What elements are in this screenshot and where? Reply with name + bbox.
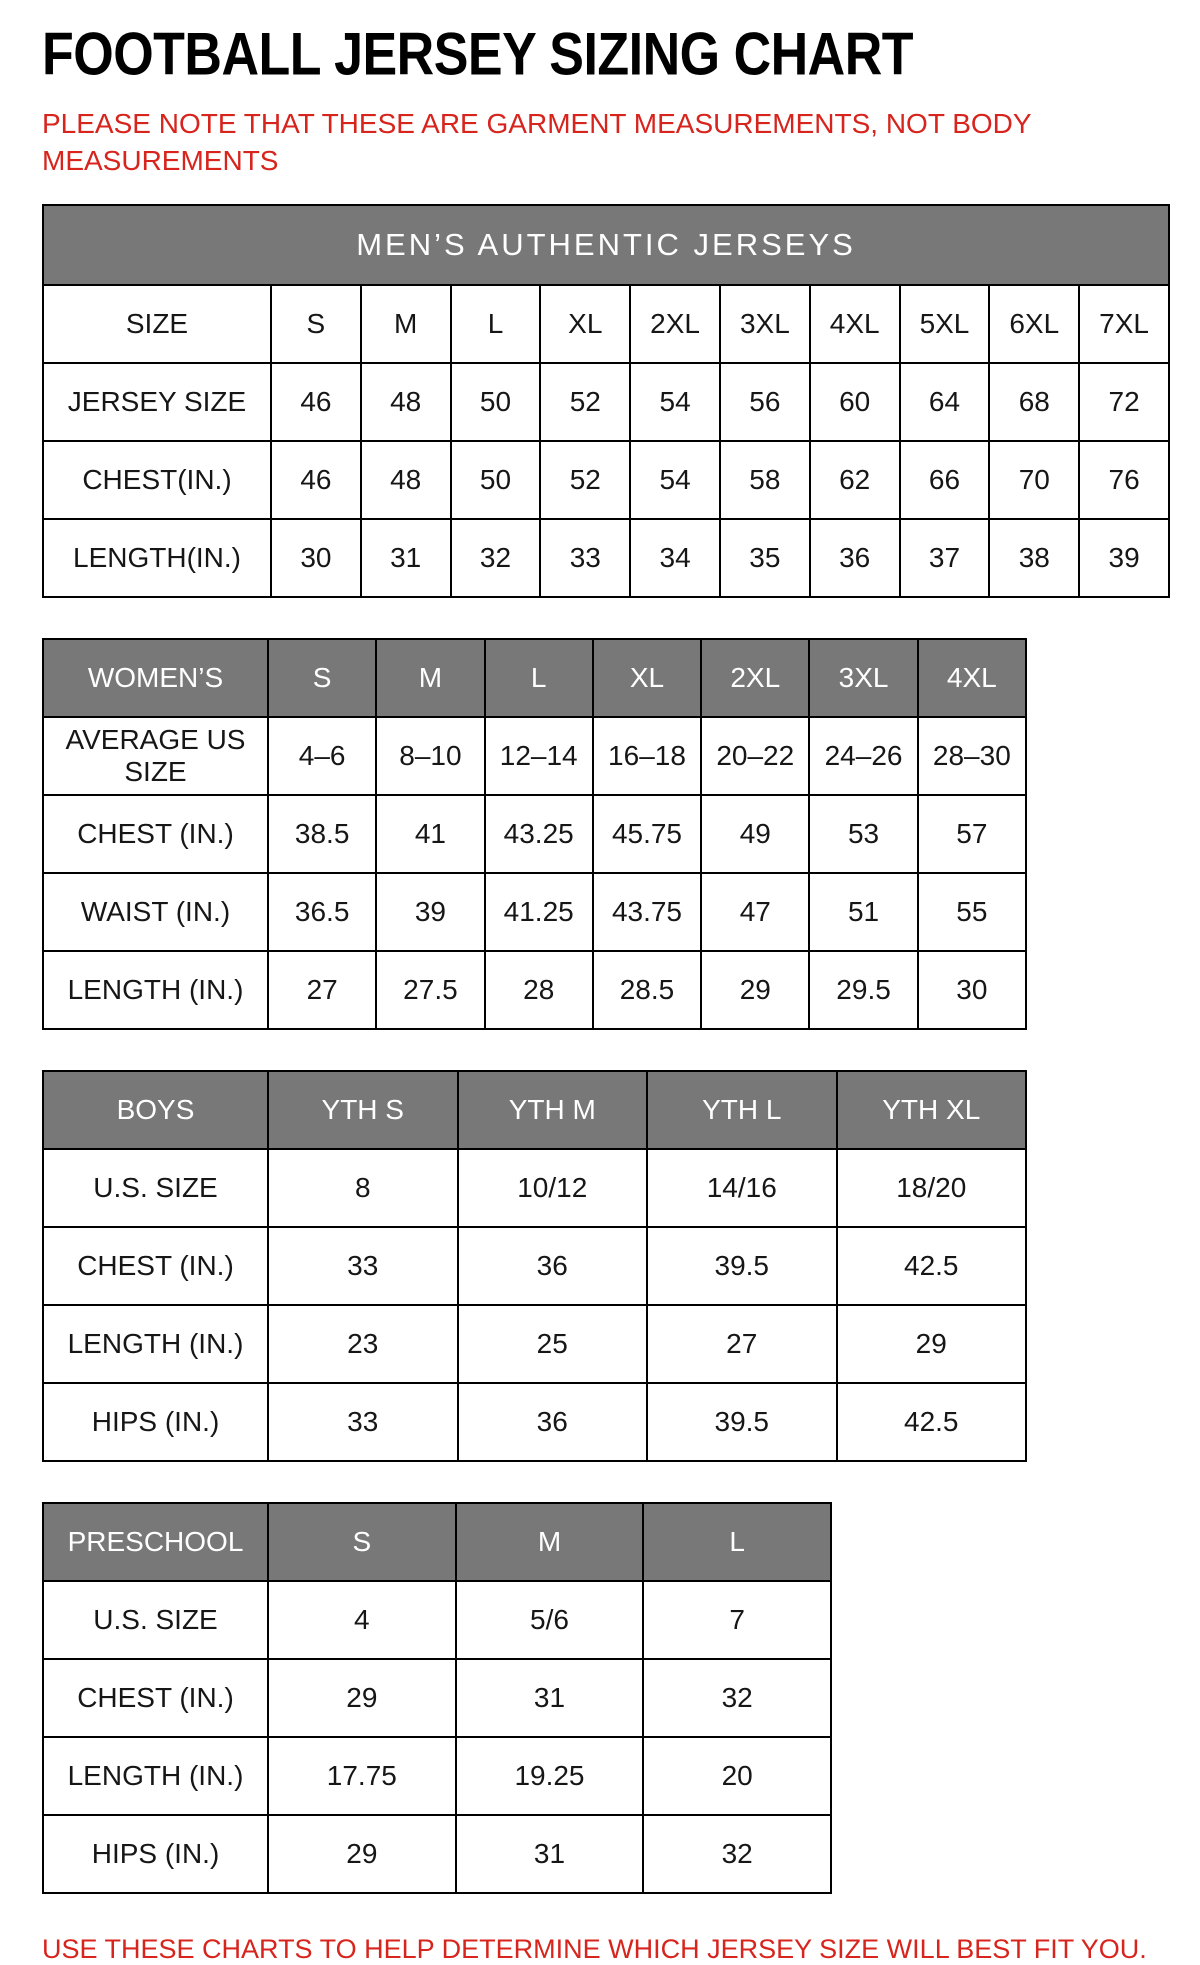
womens-value-cell: 41 (376, 795, 484, 873)
boys-header-cell: YTH M (458, 1071, 648, 1149)
preschool-header-cell: M (456, 1503, 644, 1581)
womens-value-cell: 51 (809, 873, 917, 951)
page-title: FOOTBALL JERSEY SIZING CHART (42, 21, 914, 89)
womens-value-cell: 4–6 (268, 717, 376, 795)
mens-value-cell: L (451, 285, 541, 363)
boys-value-cell: 8 (268, 1149, 458, 1227)
mens-value-cell: 31 (361, 519, 451, 597)
mens-value-cell: 5XL (900, 285, 990, 363)
preschool-row-label: LENGTH (IN.) (43, 1737, 268, 1815)
mens-value-cell: 54 (630, 363, 720, 441)
womens-header-cell: L (485, 639, 593, 717)
mens-value-cell: 30 (271, 519, 361, 597)
preschool-value-cell: 29 (268, 1659, 456, 1737)
preschool-value-cell: 20 (643, 1737, 831, 1815)
womens-table-row (43, 951, 1026, 1029)
womens-value-cell: 41.25 (485, 873, 593, 951)
womens-value-cell: 16–18 (593, 717, 701, 795)
mens-value-cell: 58 (720, 441, 810, 519)
mens-value-cell: 52 (540, 363, 630, 441)
boys-table-row (43, 1149, 1026, 1227)
mens-value-cell: 50 (451, 363, 541, 441)
boys-value-cell: 29 (837, 1305, 1027, 1383)
womens-value-cell: 27.5 (376, 951, 484, 1029)
boys-value-cell: 25 (458, 1305, 648, 1383)
womens-value-cell: 28.5 (593, 951, 701, 1029)
boys-sizing-table-section (42, 1070, 1170, 1462)
preschool-header-cell: L (643, 1503, 831, 1581)
preschool-table (42, 1502, 832, 1894)
womens-table-row (43, 795, 1026, 873)
preschool-value-cell: 7 (643, 1581, 831, 1659)
mens-value-cell: 56 (720, 363, 810, 441)
preschool-value-cell: 32 (643, 1659, 831, 1737)
preschool-value-cell: 31 (456, 1815, 644, 1893)
preschool-table-row (43, 1815, 831, 1893)
boys-value-cell: 14/16 (647, 1149, 837, 1227)
boys-value-cell: 42.5 (837, 1227, 1027, 1305)
preschool-value-cell: 17.75 (268, 1737, 456, 1815)
mens-value-cell: 7XL (1079, 285, 1169, 363)
boys-value-cell: 27 (647, 1305, 837, 1383)
womens-value-cell: 30 (918, 951, 1026, 1029)
mens-table (42, 204, 1170, 598)
womens-row-label: AVERAGE US SIZE (43, 717, 268, 795)
mens-value-cell: 54 (630, 441, 720, 519)
mens-value-cell: 64 (900, 363, 990, 441)
womens-value-cell: 49 (701, 795, 809, 873)
mens-value-cell: 68 (989, 363, 1079, 441)
preschool-header-cell: PRESCHOOL (43, 1503, 268, 1581)
preschool-table-row (43, 1737, 831, 1815)
mens-value-cell: 36 (810, 519, 900, 597)
preschool-header-cell: S (268, 1503, 456, 1581)
mens-value-cell: 39 (1079, 519, 1169, 597)
mens-value-cell: 66 (900, 441, 990, 519)
womens-value-cell: 53 (809, 795, 917, 873)
mens-value-cell: 50 (451, 441, 541, 519)
mens-row-label: JERSEY SIZE (43, 363, 271, 441)
boys-row-label: CHEST (IN.) (43, 1227, 268, 1305)
mens-value-cell: 4XL (810, 285, 900, 363)
boys-value-cell: 23 (268, 1305, 458, 1383)
preschool-row-label: U.S. SIZE (43, 1581, 268, 1659)
womens-value-cell: 29 (701, 951, 809, 1029)
boys-table (42, 1070, 1027, 1462)
boys-header-cell: BOYS (43, 1071, 268, 1149)
womens-value-cell: 12–14 (485, 717, 593, 795)
mens-value-cell: 6XL (989, 285, 1079, 363)
boys-row-label: HIPS (IN.) (43, 1383, 268, 1461)
boys-header-cell: YTH L (647, 1071, 837, 1149)
womens-header-cell: M (376, 639, 484, 717)
womens-header-cell: S (268, 639, 376, 717)
womens-header-cell: WOMEN’S (43, 639, 268, 717)
mens-table-row (43, 519, 1169, 597)
preschool-value-cell: 19.25 (456, 1737, 644, 1815)
preschool-table-row (43, 1503, 831, 1581)
mens-authentic-jerseys-table-section (42, 204, 1170, 598)
mens-value-cell: 3XL (720, 285, 810, 363)
womens-value-cell: 39 (376, 873, 484, 951)
preschool-row-label: HIPS (IN.) (43, 1815, 268, 1893)
mens-value-cell: 52 (540, 441, 630, 519)
mens-value-cell: S (271, 285, 361, 363)
mens-value-cell: M (361, 285, 451, 363)
mens-table-row (43, 441, 1169, 519)
womens-value-cell: 28–30 (918, 717, 1026, 795)
mens-row-label: LENGTH(IN.) (43, 519, 271, 597)
boys-value-cell: 33 (268, 1227, 458, 1305)
womens-value-cell: 29.5 (809, 951, 917, 1029)
boys-value-cell: 18/20 (837, 1149, 1027, 1227)
boys-value-cell: 39.5 (647, 1383, 837, 1461)
mens-table-row (43, 363, 1169, 441)
womens-value-cell: 24–26 (809, 717, 917, 795)
womens-row-label: CHEST (IN.) (43, 795, 268, 873)
mens-value-cell: 32 (451, 519, 541, 597)
boys-table-row (43, 1227, 1026, 1305)
boys-value-cell: 36 (458, 1383, 648, 1461)
mens-value-cell: 35 (720, 519, 810, 597)
womens-header-cell: XL (593, 639, 701, 717)
womens-table-row (43, 717, 1026, 795)
womens-table (42, 638, 1027, 1030)
preschool-value-cell: 4 (268, 1581, 456, 1659)
womens-value-cell: 38.5 (268, 795, 376, 873)
mens-value-cell: 62 (810, 441, 900, 519)
boys-value-cell: 33 (268, 1383, 458, 1461)
mens-value-cell: 46 (271, 441, 361, 519)
womens-value-cell: 8–10 (376, 717, 484, 795)
womens-header-cell: 3XL (809, 639, 917, 717)
womens-row-label: LENGTH (IN.) (43, 951, 268, 1029)
mens-value-cell: 70 (989, 441, 1079, 519)
preschool-table-row (43, 1581, 831, 1659)
womens-value-cell: 47 (701, 873, 809, 951)
preschool-value-cell: 31 (456, 1659, 644, 1737)
boys-value-cell: 42.5 (837, 1383, 1027, 1461)
mens-value-cell: 37 (900, 519, 990, 597)
mens-value-cell: 38 (989, 519, 1079, 597)
mens-row-label: SIZE (43, 285, 271, 363)
boys-header-cell: YTH S (268, 1071, 458, 1149)
womens-value-cell: 55 (918, 873, 1026, 951)
mens-value-cell: 48 (361, 363, 451, 441)
womens-value-cell: 57 (918, 795, 1026, 873)
preschool-row-label: CHEST (IN.) (43, 1659, 268, 1737)
womens-sizing-table-section (42, 638, 1170, 1030)
womens-value-cell: 43.25 (485, 795, 593, 873)
preschool-value-cell: 32 (643, 1815, 831, 1893)
womens-value-cell: 28 (485, 951, 593, 1029)
boys-value-cell: 39.5 (647, 1227, 837, 1305)
mens-row-label: CHEST(IN.) (43, 441, 271, 519)
mens-value-cell: 72 (1079, 363, 1169, 441)
mens-value-cell: 60 (810, 363, 900, 441)
boys-table-row (43, 1383, 1026, 1461)
mens-value-cell: 2XL (630, 285, 720, 363)
boys-value-cell: 10/12 (458, 1149, 648, 1227)
womens-header-cell: 2XL (701, 639, 809, 717)
mens-value-cell: 46 (271, 363, 361, 441)
mens-value-cell: 34 (630, 519, 720, 597)
womens-value-cell: 43.75 (593, 873, 701, 951)
garment-measurements-note: PLEASE NOTE THAT THESE ARE GARMENT MEASUREMENTS, NOT BODY MEASUREMENTS (42, 108, 1032, 176)
boys-table-row (43, 1071, 1026, 1149)
womens-value-cell: 27 (268, 951, 376, 1029)
preschool-value-cell: 29 (268, 1815, 456, 1893)
boys-table-row (43, 1305, 1026, 1383)
mens-table-row (43, 285, 1169, 363)
womens-table-row (43, 873, 1026, 951)
preschool-value-cell: 5/6 (456, 1581, 644, 1659)
womens-header-cell: 4XL (918, 639, 1026, 717)
preschool-table-row (43, 1659, 831, 1737)
boys-value-cell: 36 (458, 1227, 648, 1305)
mens-value-cell: 76 (1079, 441, 1169, 519)
footer-note: USE THESE CHARTS TO HELP DETERMINE WHICH JERSEY SIZE WILL BEST FIT YOU. (42, 1933, 1147, 1964)
boys-header-cell: YTH XL (837, 1071, 1027, 1149)
womens-value-cell: 20–22 (701, 717, 809, 795)
womens-table-row (43, 639, 1026, 717)
preschool-sizing-table-section (42, 1502, 1170, 1894)
mens-table-title: MEN’S AUTHENTIC JERSEYS (43, 205, 1169, 285)
mens-value-cell: 48 (361, 441, 451, 519)
boys-row-label: LENGTH (IN.) (43, 1305, 268, 1383)
womens-value-cell: 36.5 (268, 873, 376, 951)
mens-value-cell: XL (540, 285, 630, 363)
mens-value-cell: 33 (540, 519, 630, 597)
womens-value-cell: 45.75 (593, 795, 701, 873)
boys-row-label: U.S. SIZE (43, 1149, 268, 1227)
womens-row-label: WAIST (IN.) (43, 873, 268, 951)
